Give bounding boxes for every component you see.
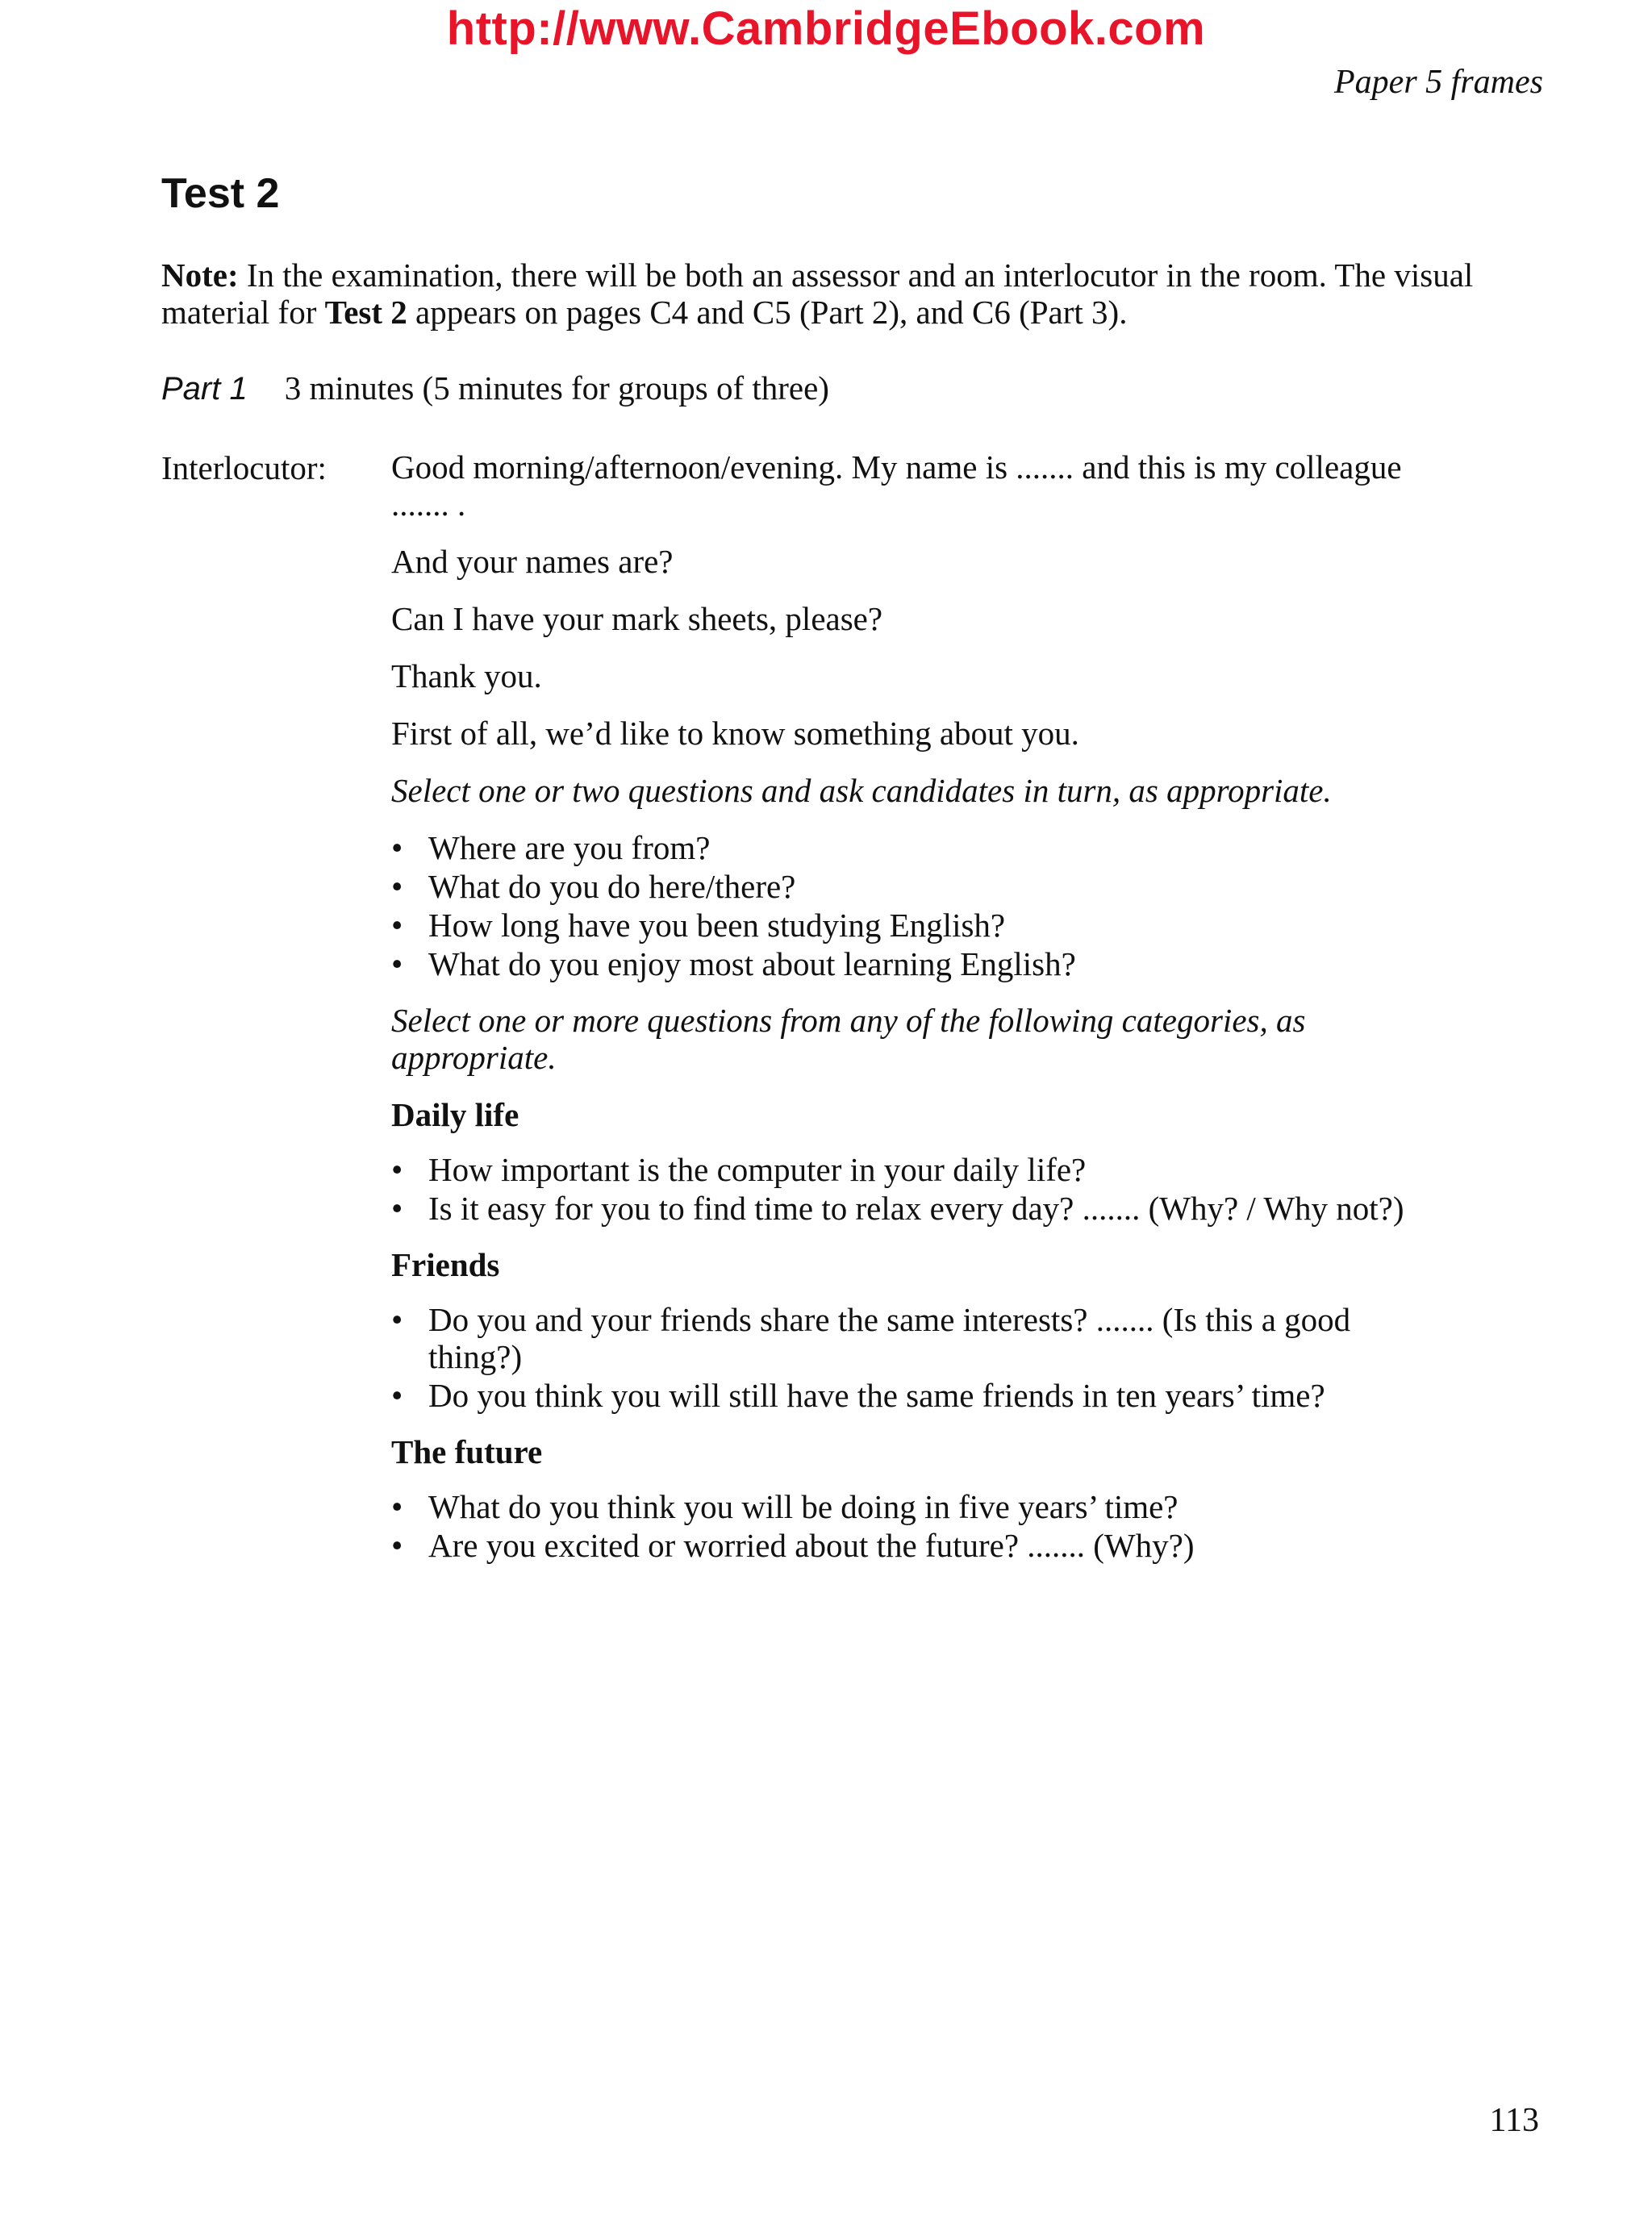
question-text: Is it easy for you to find time to relax every day? ....... (Why? / Why not?) — [428, 1190, 1404, 1227]
instruction-text: Select one or more questions from any of the following categories, as appropriate. — [391, 1002, 1306, 1076]
question-text: Do you think you will still have the same friends in ten years’ time? — [428, 1377, 1325, 1414]
category-heading: Daily life — [391, 1096, 519, 1133]
question-item — [391, 945, 1408, 982]
question-item — [391, 1301, 1408, 1375]
bullet-icon: • — [391, 829, 403, 866]
part-heading — [161, 369, 829, 407]
note-text-2: appears on pages C4 and C5 (Part 2), and C6 (Part 3). — [407, 294, 1128, 331]
category-heading: The future — [391, 1433, 543, 1470]
question-text: How long have you been studying English? — [428, 907, 1006, 944]
exam-note — [161, 256, 1533, 331]
part-label: Part 1 — [161, 371, 248, 407]
part-timing: 3 minutes (5 minutes for groups of three) — [284, 369, 829, 407]
bullet-icon: • — [391, 1527, 403, 1564]
question-text: What do you do here/there? — [428, 868, 796, 905]
category-question-list — [391, 1301, 1408, 1414]
test-title: Test 2 — [161, 170, 280, 217]
question-item — [391, 1377, 1408, 1414]
bullet-icon: • — [391, 1190, 403, 1227]
category-heading: Friends — [391, 1246, 500, 1283]
question-text: How important is the computer in your daily life? — [428, 1151, 1087, 1188]
bullet-icon: • — [391, 1151, 403, 1188]
question-text: What do you think you will be doing in five years’ time? — [428, 1488, 1179, 1525]
question-text: Do you and your friends share the same interests? ....... (Is this a good thing?) — [428, 1301, 1351, 1375]
question-item — [391, 1488, 1408, 1525]
category-question-list — [391, 1151, 1408, 1227]
script-line: And your names are? — [391, 543, 674, 580]
script-line: Can I have your mark sheets, please? — [391, 600, 883, 637]
intro-question-list — [391, 829, 1408, 982]
role-label: Interlocutor: — [161, 449, 327, 486]
question-item — [391, 1151, 1408, 1188]
bullet-icon: • — [391, 945, 403, 982]
question-item — [391, 1527, 1408, 1564]
category-question-list — [391, 1488, 1408, 1564]
question-item — [391, 907, 1408, 944]
running-head: Paper 5 frames — [1334, 64, 1543, 101]
page-number: 113 — [1489, 2102, 1539, 2139]
question-text: What do you enjoy most about learning English? — [428, 945, 1076, 982]
watermark-url: http://www.CambridgeEbook.com — [446, 2, 1206, 55]
note-test-ref: Test 2 — [324, 294, 407, 331]
script-line: First of all, we’d like to know something about you. — [391, 715, 1079, 752]
note-label: Note: — [161, 256, 239, 294]
bullet-icon: • — [391, 1377, 403, 1414]
bullet-icon: • — [391, 1488, 403, 1525]
note-text-1: In the examination, there will be both an assessor and an interlocutor in the room. The visual material for — [161, 256, 1474, 331]
script-line: Thank you. — [391, 657, 542, 694]
instruction-text: Select one or two questions and ask candidates in turn, as appropriate. — [391, 772, 1332, 809]
script-line: Good morning/afternoon/evening. My name is ....... and this is my colleague ....... . — [391, 448, 1402, 523]
bullet-icon: • — [391, 868, 403, 905]
interlocutor-script — [391, 448, 1408, 1583]
question-item — [391, 868, 1408, 905]
bullet-icon: • — [391, 1301, 403, 1338]
question-text: Are you excited or worried about the future? ....... (Why?) — [428, 1527, 1195, 1564]
bullet-icon: • — [391, 907, 403, 944]
question-item — [391, 1190, 1408, 1227]
question-text: Where are you from? — [428, 829, 711, 866]
question-item — [391, 829, 1408, 866]
